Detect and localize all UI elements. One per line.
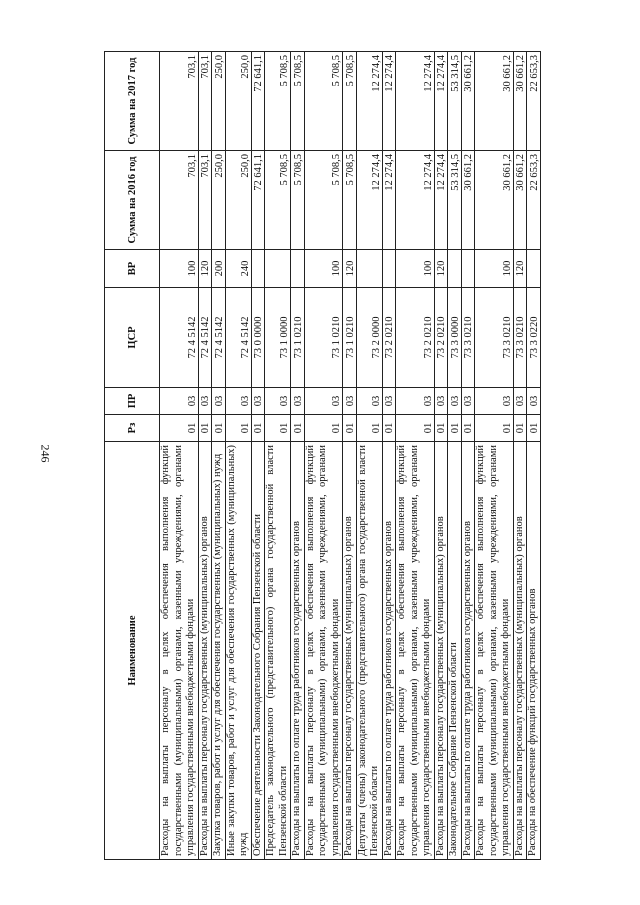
row-csr: 73 3 0210 [513,288,527,388]
row-name: Расходы на выплаты персоналу в целях обеспечения выполнения функций государственными (муниципальными) органами, казенными учреждениями, органами управления государственными внебюджетными фондами [475,442,514,860]
row-sum-2016: 12 274,4 [396,151,435,250]
row-sum-2017: 250,0 [212,52,226,151]
row-pr: 03 [527,388,541,415]
table-row [291,52,305,860]
table-body [160,52,541,860]
header-sum-2017: Сумма на 2017 год [105,52,160,151]
row-csr: 73 0 0000 [251,288,265,388]
row-name: Расходы на выплаты по оплате труда работников государственных органов [461,442,475,860]
row-sum-2017: 30 661,2 [513,52,527,151]
row-pr: 03 [304,388,343,415]
row-vr [291,250,305,288]
row-sum-2017: 5 708,5 [304,52,343,151]
row-vr [461,250,475,288]
header-pr: ПР [105,388,160,415]
row-csr: 72 4 5142 [198,288,212,388]
table-row [475,52,514,860]
header-sum-2016: Сумма на 2016 год [105,151,160,250]
row-name: Расходы на выплаты персоналу в целях обеспечения выполнения функций государственными (муниципальными) органами, казенными учреждениями, органами управления государственными внебюджетными фондами [304,442,343,860]
row-rz: 01 [291,415,305,442]
table-row [304,52,343,860]
row-sum-2017: 250,0 [225,52,251,151]
row-pr: 03 [382,388,396,415]
row-sum-2017: 12 274,4 [356,52,382,151]
rotated-table-wrapper [104,52,600,860]
row-rz: 01 [448,415,462,442]
row-pr: 03 [251,388,265,415]
row-sum-2016: 5 708,5 [343,151,357,250]
table-row [396,52,435,860]
row-csr: 73 3 0000 [448,288,462,388]
row-csr: 73 2 0000 [356,288,382,388]
row-vr [448,250,462,288]
table-row [448,52,462,860]
row-rz: 01 [160,415,199,442]
row-csr: 72 4 5142 [225,288,251,388]
row-vr: 120 [434,250,448,288]
budget-table-sheet [104,52,600,860]
row-vr: 120 [343,250,357,288]
row-vr: 100 [160,250,199,288]
row-pr: 03 [356,388,382,415]
row-name: Расходы на выплаты персоналу государственных (муниципальных) органов [198,442,212,860]
table-row [461,52,475,860]
row-sum-2016: 12 274,4 [356,151,382,250]
row-csr: 73 3 0210 [461,288,475,388]
row-name: Закупка товаров, работ и услуг для обеспечения государственных (муниципальных) нужд [212,442,226,860]
row-rz: 01 [461,415,475,442]
row-pr: 03 [160,388,199,415]
row-sum-2016: 250,0 [212,151,226,250]
row-sum-2017: 22 653,3 [527,52,541,151]
row-csr: 73 3 0210 [475,288,514,388]
row-pr: 03 [448,388,462,415]
row-pr: 03 [198,388,212,415]
row-vr: 200 [212,250,226,288]
row-rz: 01 [475,415,514,442]
row-vr [265,250,291,288]
table-row [225,52,251,860]
row-sum-2017: 703,1 [160,52,199,151]
row-csr: 72 4 5142 [212,288,226,388]
row-rz: 01 [225,415,251,442]
table-row [382,52,396,860]
table-row [434,52,448,860]
row-vr: 120 [198,250,212,288]
table-row [160,52,199,860]
row-name: Законодательное Собрание Пензенской области [448,442,462,860]
row-pr: 03 [461,388,475,415]
table-row [343,52,357,860]
row-csr: 73 1 0000 [265,288,291,388]
row-pr: 03 [212,388,226,415]
row-csr: 73 1 0210 [343,288,357,388]
table-row [251,52,265,860]
table-row [265,52,291,860]
table-header-row [105,52,160,860]
row-rz: 01 [251,415,265,442]
row-csr: 73 1 0210 [291,288,305,388]
row-sum-2016: 703,1 [198,151,212,250]
header-csr: ЦСР [105,288,160,388]
header-rz: Рз [105,415,160,442]
row-sum-2016: 22 653,3 [527,151,541,250]
row-rz: 01 [396,415,435,442]
row-sum-2016: 5 708,5 [304,151,343,250]
row-rz: 01 [527,415,541,442]
row-rz: 01 [265,415,291,442]
row-pr: 03 [265,388,291,415]
row-vr: 100 [475,250,514,288]
row-sum-2017: 5 708,5 [343,52,357,151]
row-pr: 03 [513,388,527,415]
row-csr: 73 2 0210 [396,288,435,388]
row-sum-2017: 5 708,5 [291,52,305,151]
row-sum-2016: 250,0 [225,151,251,250]
row-sum-2016: 30 661,2 [475,151,514,250]
row-name: Расходы на обеспечение функций государственных органов [527,442,541,860]
row-name: Расходы на выплаты персоналу государственных (муниципальных) органов [513,442,527,860]
row-rz: 01 [513,415,527,442]
row-csr: 73 2 0210 [382,288,396,388]
row-rz: 01 [304,415,343,442]
row-sum-2017: 53 314,5 [448,52,462,151]
row-sum-2016: 703,1 [160,151,199,250]
row-sum-2017: 12 274,4 [382,52,396,151]
row-pr: 03 [396,388,435,415]
row-sum-2016: 53 314,5 [448,151,462,250]
row-name: Расходы на выплаты персоналу государственных (муниципальных) органов [343,442,357,860]
row-vr [251,250,265,288]
row-sum-2016: 12 274,4 [382,151,396,250]
row-csr: 73 1 0210 [304,288,343,388]
row-vr: 120 [513,250,527,288]
row-sum-2017: 5 708,5 [265,52,291,151]
row-sum-2016: 30 661,2 [513,151,527,250]
row-name: Председатель законодательного (представительного) органа государственной власти Пензенской области [265,442,291,860]
row-name: Расходы на выплаты по оплате труда работников государственных органов [382,442,396,860]
row-name: Расходы на выплаты персоналу в целях обеспечения выполнения функций государственными (муниципальными) органами, казенными учреждениями, органами управления государственными внебюджетными фондами [160,442,199,860]
row-sum-2016: 5 708,5 [291,151,305,250]
row-name: Расходы на выплаты персоналу в целях обеспечения выполнения функций государственными (муниципальными) органами, казенными учреждениями, органами управления государственными внебюджетными фондами [396,442,435,860]
row-pr: 03 [291,388,305,415]
row-name: Иные закупки товаров, работ и услуг для обеспечения государственных (муниципальных) нужд [225,442,251,860]
row-vr [382,250,396,288]
row-pr: 03 [225,388,251,415]
row-name: Обеспечение деятельности Законодательного Собрания Пензенской области [251,442,265,860]
table-row [356,52,382,860]
row-rz: 01 [343,415,357,442]
row-sum-2016: 30 661,2 [461,151,475,250]
row-csr: 73 2 0210 [434,288,448,388]
row-sum-2016: 12 274,4 [434,151,448,250]
row-rz: 01 [434,415,448,442]
row-sum-2017: 30 661,2 [475,52,514,151]
row-sum-2017: 30 661,2 [461,52,475,151]
row-vr: 100 [396,250,435,288]
table-row [212,52,226,860]
row-vr: 240 [225,250,251,288]
row-rz: 01 [356,415,382,442]
row-sum-2016: 5 708,5 [265,151,291,250]
page-number: 246 [38,444,53,463]
row-name: Расходы на выплаты по оплате труда работников государственных органов [291,442,305,860]
row-vr [356,250,382,288]
table-row [513,52,527,860]
row-name: Расходы на выплаты персоналу государственных (муниципальных) органов [434,442,448,860]
header-vr: ВР [105,250,160,288]
row-pr: 03 [475,388,514,415]
budget-table [104,51,541,860]
row-csr: 72 4 5142 [160,288,199,388]
row-vr: 100 [304,250,343,288]
row-name: Депутаты (члены) законодательного (представительного) органа государственной власти Пензенской области [356,442,382,860]
row-pr: 03 [343,388,357,415]
row-rz: 01 [212,415,226,442]
row-rz: 01 [198,415,212,442]
table-row [198,52,212,860]
row-sum-2017: 12 274,4 [396,52,435,151]
row-vr [527,250,541,288]
header-name: Наименование [105,442,160,860]
row-sum-2017: 72 641,1 [251,52,265,151]
row-sum-2017: 703,1 [198,52,212,151]
row-csr: 73 3 0220 [527,288,541,388]
row-sum-2016: 72 641,1 [251,151,265,250]
row-pr: 03 [434,388,448,415]
table-row [527,52,541,860]
row-rz: 01 [382,415,396,442]
row-sum-2017: 12 274,4 [434,52,448,151]
